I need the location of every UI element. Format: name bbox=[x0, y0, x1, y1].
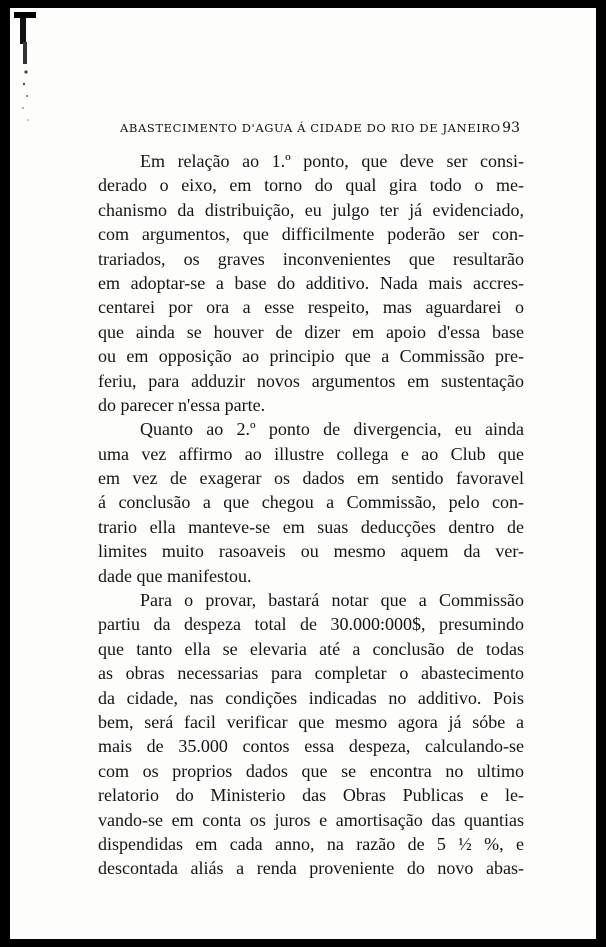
text-line: em vez de exagerar os dados em sentido favoravel bbox=[98, 468, 524, 489]
text-line: ou em opposição ao principio que a Commissão pre- bbox=[98, 346, 524, 367]
text-line: feriu, para adduzir novos argumentos em sustentação bbox=[98, 370, 524, 391]
text-line: que ainda se houver de dizer em apoio d'essa base bbox=[98, 321, 524, 342]
text-line: descontada aliás a renda proveniente do novo abas- bbox=[98, 858, 524, 879]
text-line: centarei por ora a esse respeito, mas aguardarei o bbox=[98, 297, 524, 318]
text-line: chanismo da distribuição, eu julgo ter já evidenciado, bbox=[98, 199, 524, 220]
text-line: limites muito rasoaveis ou mesmo aquem da ver- bbox=[98, 541, 524, 562]
page-number: 93 bbox=[502, 120, 520, 136]
text-line: do parecer n'essa parte. bbox=[98, 394, 266, 415]
text-line: bem, será facil verificar que mesmo agora já sóbe a bbox=[98, 711, 524, 732]
scan-speck-marks bbox=[14, 12, 36, 142]
text-line: dade que manifestou. bbox=[98, 565, 252, 586]
text-line: relatorio do Ministerio das Obras Publicas e le- bbox=[98, 785, 524, 806]
text-line: em adoptar-se a base do additivo. Nada mais accres- bbox=[98, 272, 524, 293]
text-line: Quanto ao 2.º ponto de divergencia, eu ainda bbox=[140, 419, 524, 440]
running-title: ABASTECIMENTO D'AGUA Á CIDADE DO RIO DE JANEIRO bbox=[120, 121, 501, 135]
book-page bbox=[10, 8, 596, 939]
body-text bbox=[98, 149, 524, 881]
text-line: mais de 35.000 contos essa despeza, calculando-se bbox=[98, 736, 524, 757]
text-line: vando-se em conta os juros e amortisação das quantias bbox=[98, 809, 524, 830]
text-line: uma vez affirmo ao illustre collega e ao Club que bbox=[98, 443, 524, 464]
text-line: dispendidas em cada anno, na razão de 5 ½ %, e bbox=[98, 833, 524, 854]
text-line: á conclusão a que chegou a Commissão, pelo con- bbox=[98, 492, 524, 513]
text-line: partiu da despeza total de 30.000:000$, presumindo bbox=[98, 614, 524, 635]
text-line: as obras necessarias para completar o abastecimento bbox=[98, 663, 524, 684]
text-line: derado o eixo, em torno do qual gira todo o me- bbox=[98, 175, 524, 196]
running-header bbox=[120, 120, 520, 136]
text-line: Em relação ao 1.º ponto, que deve ser consi- bbox=[140, 151, 524, 171]
text-line: trariados, os graves inconvenientes que resultarão bbox=[98, 248, 524, 269]
text-line: trario ella manteve-se em suas deducções dentro de bbox=[98, 516, 524, 537]
text-line: com os proprios dados que se encontra no ultimo bbox=[98, 760, 524, 781]
text-line: que tanto ella se elevaria até a conclusão de todas bbox=[98, 638, 524, 659]
text-line: Para o provar, bastará notar que a Commissão bbox=[140, 590, 524, 611]
text-line: com argumentos, que difficilmente poderão ser con- bbox=[98, 224, 524, 245]
text-line: da cidade, nas condições indicadas no additivo. Pois bbox=[98, 687, 524, 708]
